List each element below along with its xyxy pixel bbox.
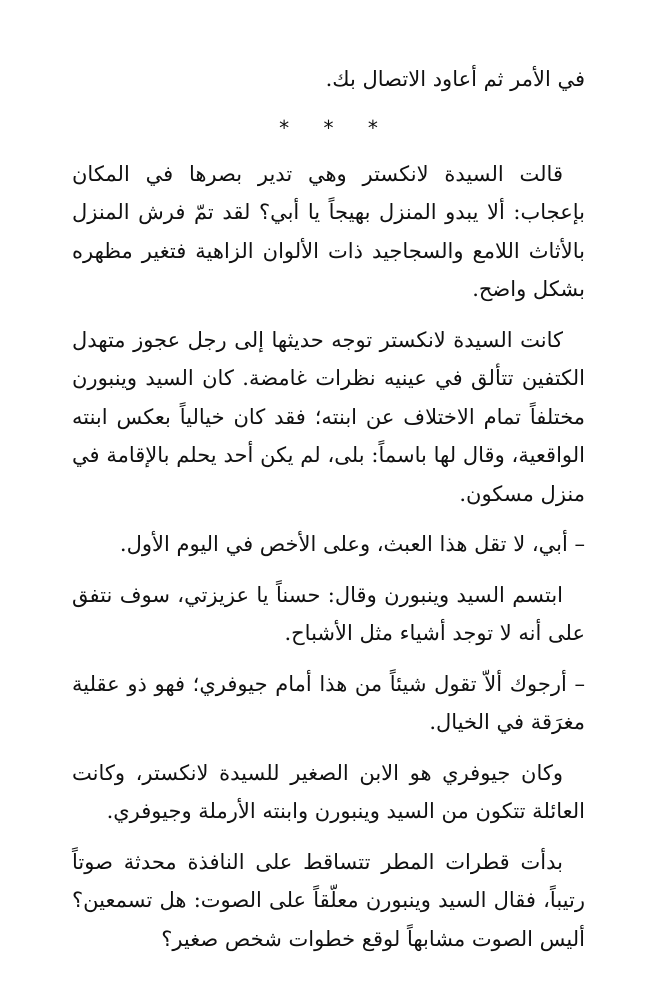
- paragraph-1: قالت السيدة لانكستر وهي تدير بصرها في المكان بإعجاب: ألا يبدو المنزل بهيجاً يا أبي؟ لقد تمّ فرش المنزل بالأثاث اللامع والسجاجيد ذات الألوان الزاهية فتغير مظهره بشكل واضح.: [72, 161, 585, 301]
- paragraph-4: ابتسم السيد وينبورن وقال: حسناً يا عزيزتي، سوف نتفق على أنه لا توجد أشياء مثل الأشباح.: [72, 582, 585, 645]
- opening-line: في الأمر ثم أعاود الاتصال بك.: [325, 67, 585, 91]
- paragraph-2: كانت السيدة لانكستر توجه حديثها إلى رجل عجوز متهدل الكتفين تتألق في عينيه نظرات غامضة. كان السيد وينبورن مختلفاً تمام الاختلاف عن ابنته؛ فقد كان خيالياً بعكس ابنته الواقعية، وقال لها باسماً: بلى، لم يكن أحد يحلم بالإقامة في منزل مسكون.: [72, 327, 585, 506]
- section-separator: * * *: [279, 115, 392, 140]
- paragraph-5-dialogue: – أرجوك ألاّ تقول شيئاً من هذا أمام جيوفري؛ فهو ذو عقلية مغرَقة في الخيال.: [72, 671, 585, 734]
- book-page: [72, 60, 585, 970]
- paragraph-6: وكان جيوفري هو الابن الصغير للسيدة لانكستر، وكانت العائلة تتكون من السيد وينبورن وابنته الأرملة وجيوفري.: [72, 760, 585, 823]
- paragraph-7: بدأت قطرات المطر تتساقط على النافذة محدثة صوتاً رتيباً، فقال السيد وينبورن معلّقاً على الصوت: هل تسمعين؟ أليس الصوت مشابهاً لوقع خطوات شخص صغير؟: [72, 849, 585, 951]
- paragraph-3-dialogue: – أبي، لا تقل هذا العبث، وعلى الأخص في اليوم الأول.: [119, 532, 585, 556]
